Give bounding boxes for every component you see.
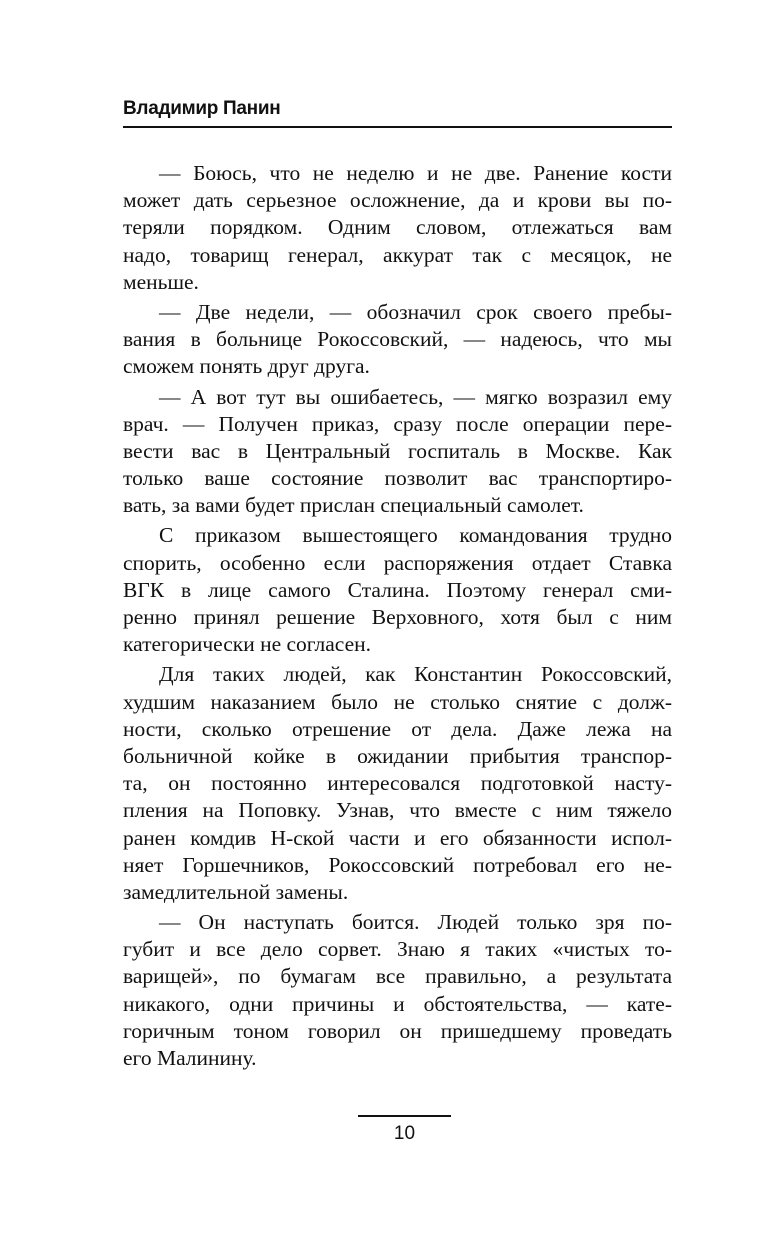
- paragraph-2: [123, 299, 672, 381]
- text-line: никакого, одни причины и обстоятельства, — кате-: [123, 991, 672, 1016]
- page-number: 10: [393, 1123, 416, 1144]
- paragraph-1: [123, 160, 672, 296]
- text-line: та, он постоянно интересовался подготовкой насту-: [123, 771, 672, 796]
- text-line: худшим наказанием было не столько снятие с долж-: [123, 689, 672, 714]
- text-line: вести вас в Центральный госпиталь в Москве. Как: [123, 438, 672, 463]
- text-line: Для таких людей, как Константин Рокоссовский,: [159, 662, 672, 687]
- paragraph-5: [123, 661, 672, 906]
- text-line: горичным тоном говорил он пришедшему проведать: [123, 1018, 672, 1043]
- text-line: только ваше состояние позволит вас транспортиро-: [123, 466, 672, 491]
- running-head: [123, 100, 672, 128]
- text-line: вать, за вами будет прислан специальный самолет.: [123, 493, 584, 518]
- text-line: врач. — Получен приказ, сразу после операции пере-: [123, 411, 672, 436]
- text-line: С приказом вышестоящего командования трудно: [159, 523, 672, 548]
- text-line: губит и все дело сорвет. Знаю я таких «чистых то-: [123, 937, 672, 962]
- paragraph-4: [123, 522, 672, 658]
- text-line: — Две недели, — обозначил срок своего пребы-: [159, 299, 672, 324]
- text-line: теряли порядком. Одним словом, отлежаться вам: [123, 215, 672, 240]
- text-line: категорически не согласен.: [123, 632, 372, 657]
- text-line: ранен комдив Н-ской части и его обязанности испол-: [123, 825, 672, 850]
- text-line: вания в больнице Рокоссовский, — надеюсь, что мы: [123, 327, 672, 352]
- text-line: — А вот тут вы ошибаетесь, — мягко возразил ему: [159, 384, 672, 409]
- text-line: ности, сколько отрешение от дела. Даже лежа на: [123, 716, 672, 741]
- text-line: может дать серьезное осложнение, да и крови вы по-: [123, 188, 672, 213]
- text-line: его Малинину.: [123, 1046, 257, 1070]
- text-line: замедлительной замены.: [123, 879, 349, 904]
- paragraph-6: [123, 909, 672, 1072]
- body-text: [123, 160, 672, 1072]
- text-line: меньше.: [123, 269, 199, 294]
- footer-rule: [358, 1115, 451, 1117]
- text-line: — Он наступать боится. Людей только зря по-: [159, 910, 672, 935]
- text-line: варищей», по бумагам все правильно, а результата: [123, 964, 672, 989]
- text-line: ренно принял решение Верховного, хотя был с ним: [123, 605, 672, 629]
- text-line: больничной койке в ожидании прибытия транспор-: [123, 743, 672, 768]
- text-line: ВГК в лице самого Сталина. Поэтому генерал сми-: [123, 577, 672, 602]
- text-line: — Боюсь, что не неделю и не две. Ранение кости: [159, 161, 672, 185]
- text-line: сможем понять друг друга.: [123, 354, 370, 379]
- text-line: надо, товарищ генерал, аккурат так с месяцок, не: [123, 242, 672, 267]
- paragraph-3: [123, 384, 672, 520]
- text-line: спорить, особенно если распоряжения отдает Ставка: [123, 550, 672, 575]
- text-line: пления на Поповку. Узнав, что вместе с ним тяжело: [123, 798, 672, 823]
- text-line: няет Горшечников, Рокоссовский потребовал его не-: [123, 852, 672, 877]
- author-name: Владимир Панин: [123, 98, 281, 119]
